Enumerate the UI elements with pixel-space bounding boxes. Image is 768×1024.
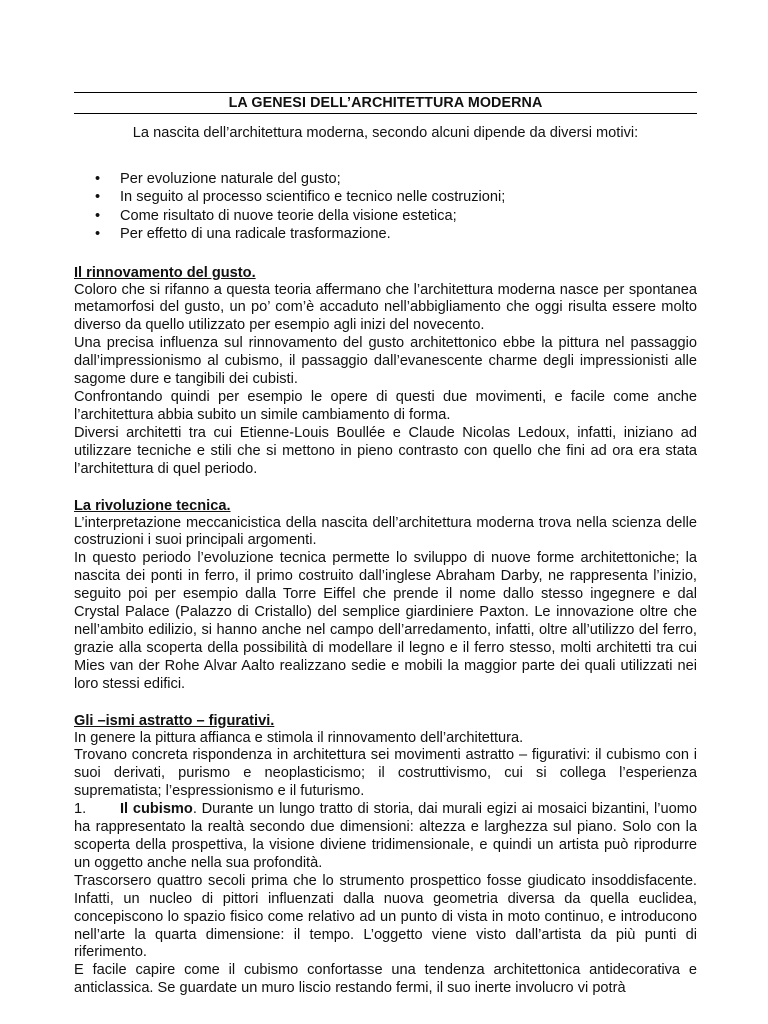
- paragraph: Coloro che si rifanno a questa teoria affermano che l’architettura moderna nasce per spontanea metamorfosi del gusto, un po’ com’è accaduto nell’abbigliamento che oggi risulta essere molto diverso da quello utilizzato per esempio agli inizi del novecento.: [74, 281, 697, 334]
- item-number: 1.: [74, 801, 87, 818]
- intro-text: La nascita dell’architettura moderna, secondo alcuni dipende da diversi motivi:: [132, 125, 639, 141]
- paragraph: Diversi architetti tra cui Etienne-Louis Boullée e Claude Nicolas Ledoux, infatti, iniziano ad utilizzare tecniche e stili che si mettono in pieno contrasto con quello che fini ad ora era stata l’architettura di quel periodo.: [74, 424, 697, 477]
- paragraph: In questo periodo l’evoluzione tecnica permette lo sviluppo di nuove forme architettoniche; la nascita dei ponti in ferro, il primo costruito dall’inglese Abraham Darby, ne rappresenta l’inizio, seguito poi per esempio dalla Torre Eiffel che prende il nome dallo stesso ingegnere e dal Crystal Palace (Palazzo di Cristallo) del semplice giardiniere Paxton. Le innovazione oltre che nell’ambito edilizio, si hanno anche nel campo dell’arredamento, infatti, oltre all’utilizzo del ferro, grazie alla scoperta della possibilità di modellare il legno e il ferro stesso, molti architetti tra cui Mies van der Rohe Alvar Aalto realizzano sedie e mobili la maggior parte dei quali utilizzati nei loro stessi edifici.: [74, 550, 697, 692]
- section-heading: Gli –ismi astratto – figurativi.: [74, 712, 275, 729]
- paragraph: Una precisa influenza sul rinnovamento del gusto architettonico ebbe la pittura nel passaggio dall’impressionismo al cubismo, il passaggio dall’evanescente charme degli impressionisti alle sagome dure e tangibili dei cubisti.: [74, 335, 697, 388]
- paragraph: L’interpretazione meccanicistica della nascita dell’architettura moderna trova nella scienza delle costruzioni i suoi principali argomenti.: [74, 514, 697, 549]
- section-ismi-astratto-figurativi: [74, 712, 697, 999]
- list-item: • Come risultato di nuove teorie della visione estetica;: [74, 207, 697, 225]
- section-heading: La rivoluzione tecnica.: [74, 497, 231, 514]
- item-text: . Durante un lungo tratto di storia, dai murali egizi ai mosaici bizantini, l’uomo ha rappresentato la realtà secondo due dimensioni: altezza e larghezza sul piano. Solo con la scoperta della prospettiva, la visione diviene tridimensionale, e quindi un artista può riprodurre un oggetto anche nella sua profondità.: [74, 801, 697, 871]
- paragraph: Confrontando quindi per esempio le opere di questi due movimenti, e facile come anche l’architettura abbia subito un simile cambiamento di forma.: [74, 388, 697, 423]
- section-rinnovamento-gusto: [74, 264, 697, 479]
- paragraph: E facile capire come il cubismo confortasse una tendenza architettonica antidecorativa e anticlassica. Se guardate un muro liscio restando fermi, il suo inerte involucro vi potrà: [74, 962, 697, 997]
- motives-list: [74, 170, 697, 244]
- paragraph: Trovano concreta rispondenza in architettura sei movimenti astratto – figurativi: il cubismo con i suoi derivati, purismo e neoplasticismo; il costruttivismo, cui si collega l’esperienza suprematista; l’espressionismo e il futurismo.: [74, 747, 697, 800]
- list-item: • Per evoluzione naturale del gusto;: [74, 170, 697, 188]
- document-page: [74, 92, 697, 998]
- numbered-item-cubismo: [74, 801, 697, 873]
- document-title: LA GENESI DELL’ARCHITETTURA MODERNA: [74, 92, 697, 114]
- item-title: Il cubismo: [120, 801, 193, 818]
- list-item: • In seguito al processo scientifico e tecnico nelle costruzioni;: [74, 188, 697, 206]
- paragraph: Trascorsero quattro secoli prima che lo strumento prospettico fosse giudicato insoddisfacente. Infatti, un nucleo di pittori influenzati dalla nuova geometria diversa da quella euclidea, concepiscono lo spazio fisico come relativo ad un punto di vista in moto continuo, e introducono nell’arte la quarta dimensione: il tempo. L’oggetto viene visto dall’artista da più punti di riferimento.: [74, 872, 697, 961]
- paragraph: In genere la pittura affianca e stimola il rinnovamento dell’architettura.: [74, 729, 524, 746]
- list-item: • Per effetto di una radicale trasformazione.: [74, 225, 697, 243]
- section-heading: Il rinnovamento del gusto.: [74, 264, 256, 281]
- section-rivoluzione-tecnica: [74, 497, 697, 694]
